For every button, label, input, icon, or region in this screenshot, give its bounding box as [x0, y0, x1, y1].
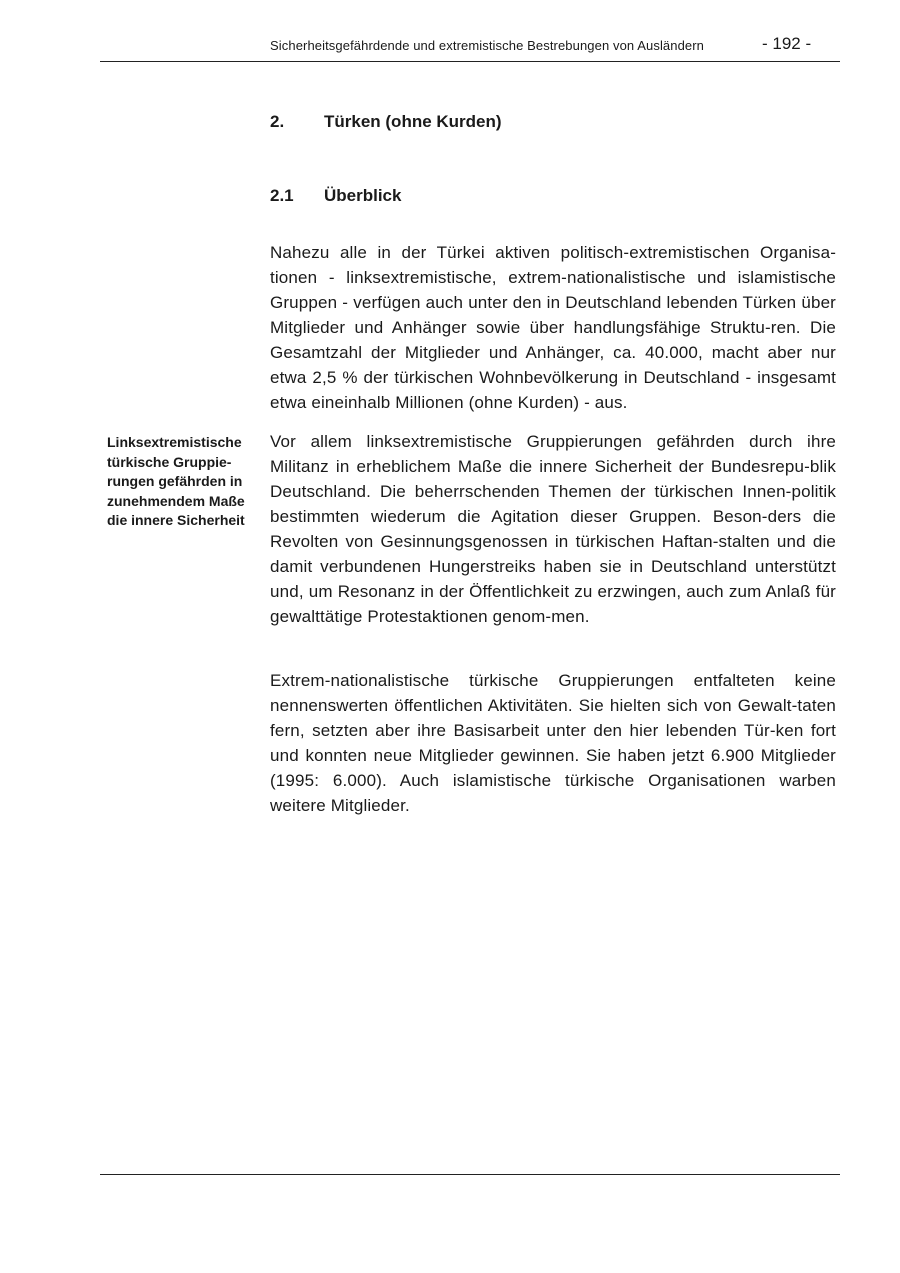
section-title: Türken (ohne Kurden) [324, 112, 502, 131]
subsection-heading [270, 186, 401, 206]
header-rule [100, 61, 840, 62]
body-paragraph-overview: Nahezu alle in der Türkei aktiven politisch-extremistischen Organisa-tionen - linksextremistische, extrem-nationalistische und islamistische Gruppen - verfügen auch unter den in Deutschland lebenden Türken über Mitglieder und Anhänger sowie über handlungsfähige Struktu-ren. Die Gesamtzahl der Mitglieder und Anhänger, ca. 40.000, macht aber nur etwa 2,5 % der türkischen Wohnbevölkerung in Deutschland - insgesamt etwa eineinhalb Millionen (ohne Kurden) - aus. [270, 243, 836, 412]
page-number: - 192 - [762, 34, 812, 53]
footer-rule [100, 1174, 840, 1175]
body-paragraph-left-extremist: Vor allem linksextremistische Gruppierungen gefährden durch ihre Militanz in erheblichem Maße die innere Sicherheit der Bundesrepu-blik Deutschland. Die beherrschenden Themen der türkischen Innen-politik bestimmten wiederum die Agitation dieser Gruppen. Beson-ders die Revolten von Gesinnungsgenossen in türkischen Haftan-stalten und die damit verbundenen Hungerstreiks haben sie in Deutschland unterstützt und, um Resonanz in der Öffentlichkeit zu erzwingen, auch zum Anlaß für gewalttätige Protestaktionen genom-men. [270, 432, 836, 626]
section-heading [270, 112, 502, 132]
margin-note: Linksextremistische türkische Gruppie-rungen gefährden in zunehmendem Maße die innere Sicherheit [107, 434, 245, 528]
subsection-title: Überblick [324, 186, 402, 205]
section-number: 2. [270, 112, 285, 131]
subsection-number: 2.1 [270, 186, 294, 205]
body-paragraph-nationalist: Extrem-nationalistische türkische Gruppierungen entfalteten keine nennenswerten öffentlichen Aktivitäten. Sie hielten sich von Gewalt-taten fern, setzten aber ihre Basisarbeit unter den hier lebenden Tür-ken fort und konnten neue Mitglieder gewinnen. Sie haben jetzt 6.900 Mitglieder (1995: 6.000). Auch islamistische türkische Organisationen warben weitere Mitglieder. [270, 671, 836, 815]
running-header-title: Sicherheitsgefährdende und extremistische Bestrebungen von Ausländern [270, 38, 705, 53]
